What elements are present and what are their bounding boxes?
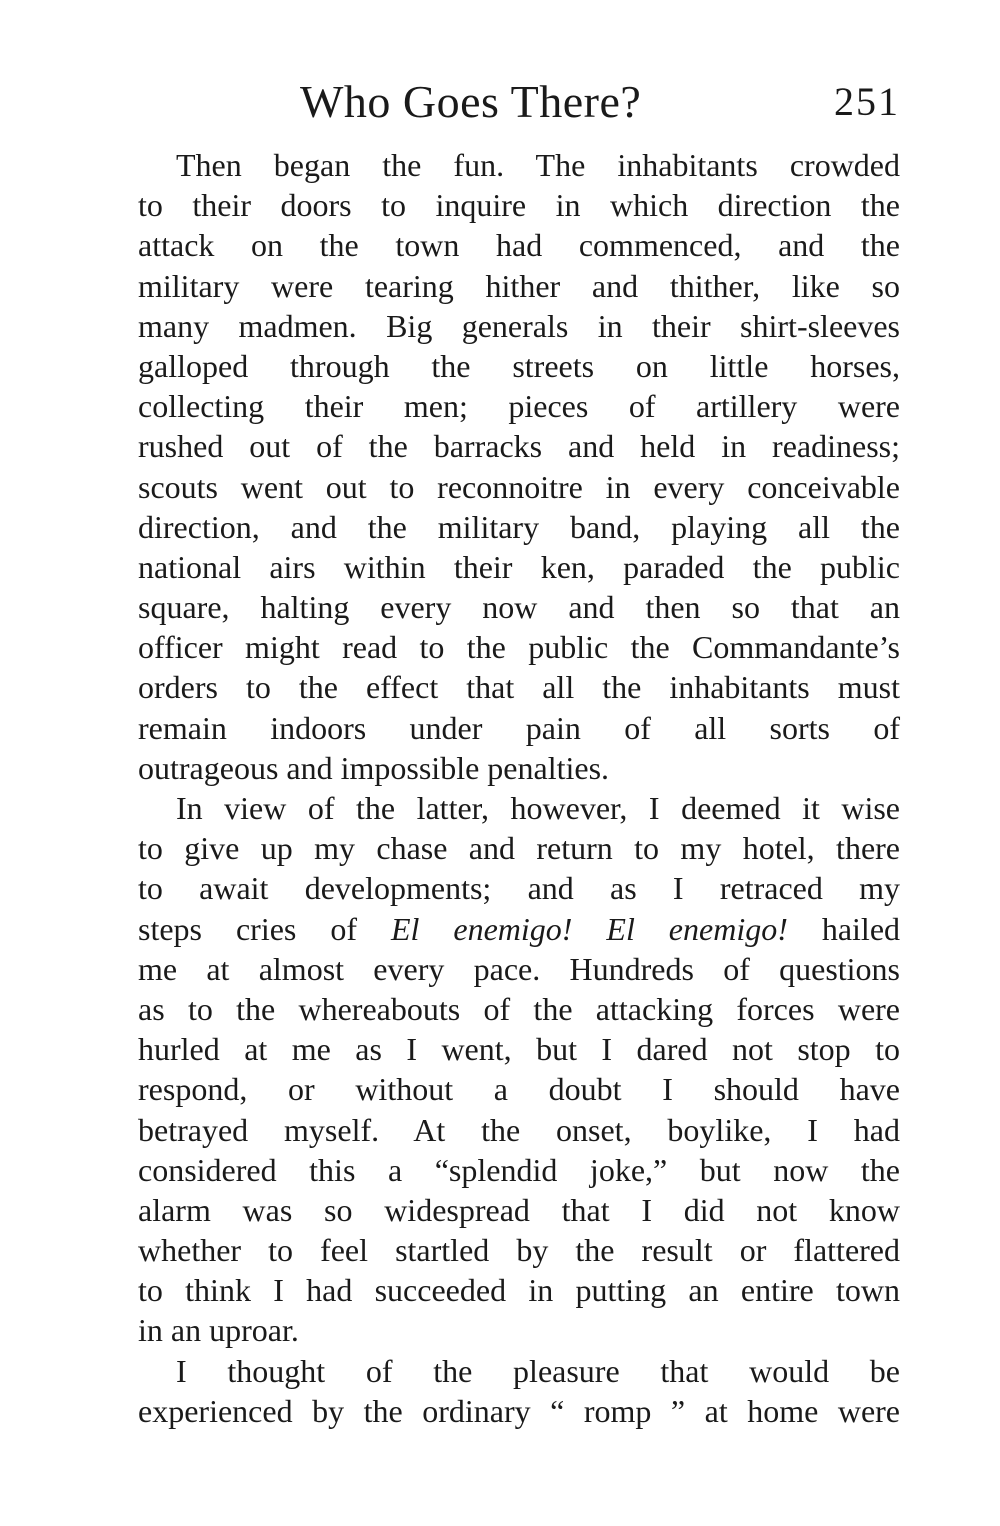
text-line: attack on the town had commenced, and the (138, 227, 900, 264)
text-line: me at almost every pace. Hundreds of questions (138, 950, 900, 987)
text-line: square, halting every now and then so that an (138, 589, 900, 626)
running-title: Who Goes There? (300, 76, 642, 127)
text-line: Then began the fun. The inhabitants crowded (176, 147, 900, 183)
running-head (140, 72, 900, 132)
text-line: considered this a “splendid joke,” but now the (138, 1151, 900, 1188)
text-line: to give up my chase and return to my hotel, there (138, 830, 900, 867)
text-line: to their doors to inquire in which direction the (138, 187, 900, 224)
italic-phrase: El enemigo! El enemigo! (390, 910, 788, 947)
body-text (138, 145, 900, 1431)
text-line: alarm was so widespread that I did not know (138, 1191, 900, 1228)
text-line: officer might read to the public the Commandante’s (138, 629, 900, 666)
text-line: direction, and the military band, playing all the (138, 508, 900, 545)
text-line: In view of the latter, however, I deemed it wise (176, 790, 900, 826)
text-line: remain indoors under pain of all sorts of (138, 709, 900, 746)
text-line: orders to the effect that all the inhabitants must (138, 669, 900, 706)
page-number: 251 (834, 79, 900, 124)
text-line: in an uproar. (138, 1312, 299, 1349)
text-line: to await developments; and as I retraced my (138, 870, 900, 907)
text-line: hurled at me as I went, but I dared not stop to (138, 1031, 900, 1068)
text-line: galloped through the streets on little horses, (138, 347, 900, 384)
text-line: national airs within their ken, paraded the public (138, 548, 900, 585)
text-line: betrayed myself. At the onset, boylike, I had (138, 1111, 900, 1148)
text-line: collecting their men; pieces of artillery were (138, 388, 900, 425)
text-line: whether to feel startled by the result or flattered (138, 1232, 900, 1269)
paragraph-2 (138, 788, 900, 1351)
text-line: I thought of the pleasure that would be (176, 1352, 900, 1389)
text-line: scouts went out to reconnoitre in every conceivable (138, 468, 900, 505)
paragraph-3 (138, 1351, 900, 1431)
text-line: experienced by the ordinary “ romp ” at home were (138, 1392, 900, 1429)
text-line: as to the whereabouts of the attacking forces were (138, 990, 900, 1027)
text-segment: steps cries of (138, 910, 391, 947)
text-line: respond, or without a doubt I should have (138, 1071, 900, 1108)
text-segment: hailed (787, 910, 901, 947)
text-line: to think I had succeeded in putting an entire town (138, 1272, 900, 1309)
text-line: many madmen. Big generals in their shirt-sleeves (138, 307, 900, 344)
text-line: rushed out of the barracks and held in readiness; (138, 428, 900, 465)
text-line: outrageous and impossible penalties. (138, 749, 610, 786)
text-line-with-italic (138, 909, 900, 949)
text-line: military were tearing hither and thither, like so (138, 267, 900, 304)
paragraph-1 (138, 145, 900, 788)
